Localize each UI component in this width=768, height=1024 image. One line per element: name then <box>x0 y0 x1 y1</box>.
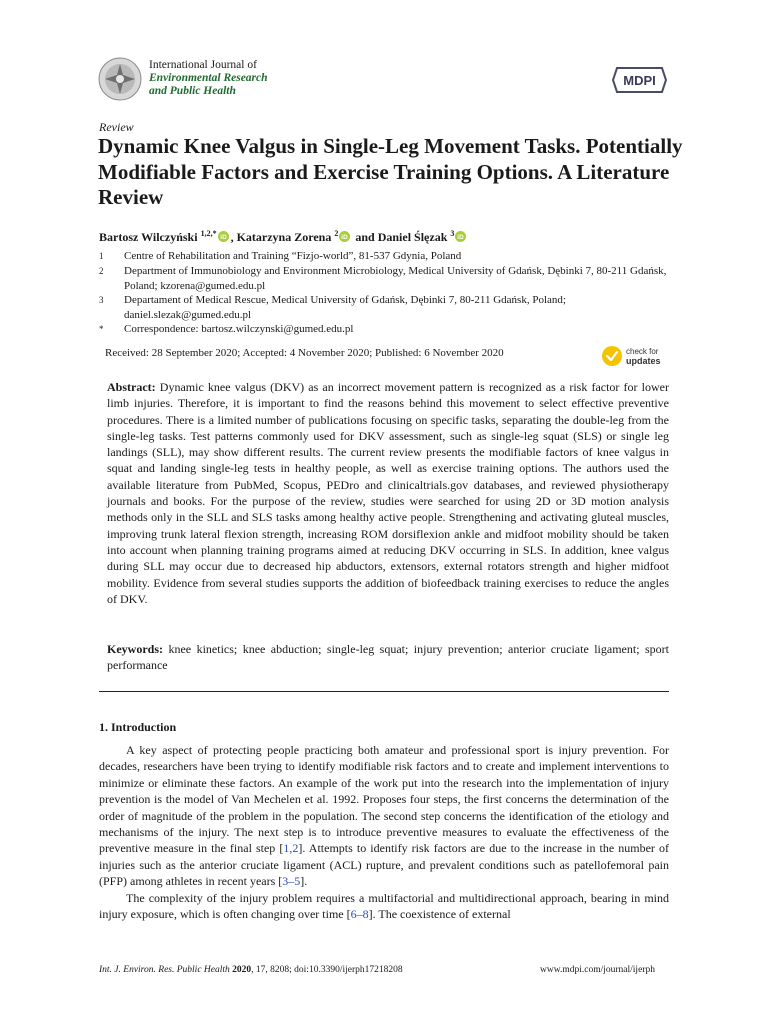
author-name[interactable]: Katarzyna Zorena <box>236 230 332 244</box>
affiliation-text: Centre of Rehabilitation and Training “Fizjo-world”, 81-537 Gdynia, Poland <box>124 250 462 262</box>
affiliation-text: Correspondence: bartosz.wilczynski@gumed.edu.pl <box>124 323 354 335</box>
svg-text:iD: iD <box>219 234 227 242</box>
section-heading: 1. Introduction <box>99 720 177 734</box>
journal-name-line2: Environmental Research <box>149 72 268 84</box>
paragraph: The complexity of the injury problem requires a multifactorial and multidirectional approach, bearing in mind injury exposure, which is often changing over time [6–8]. The coexistence of external <box>99 890 669 922</box>
author-affiliation-marks: 2 <box>334 229 339 238</box>
footer-journal: Int. J. Environ. Res. Public Health <box>99 965 230 975</box>
divider <box>99 691 669 692</box>
orcid-icon[interactable] <box>218 231 229 242</box>
author-separator: , <box>230 230 237 244</box>
keywords-label: Keywords: <box>107 642 163 656</box>
journal-name-line3: and Public Health <box>149 85 236 97</box>
keywords-text: knee kinetics; knee abduction; single-leg squat; injury prevention; anterior cruciate ligament; sport performance <box>107 642 670 673</box>
author-name[interactable]: Bartosz Wilczyński <box>99 230 198 244</box>
affiliation-marker: 1 <box>99 251 104 261</box>
affiliation-marker: 3 <box>99 295 104 305</box>
orcid-icon[interactable] <box>339 231 350 242</box>
footer-year: 2020 <box>232 965 252 975</box>
check-updates-line2: updates <box>626 356 661 366</box>
check-for-updates-badge[interactable] <box>601 344 671 368</box>
author-separator: and <box>352 230 378 244</box>
footer-url[interactable]: www.mdpi.com/journal/ijerph <box>540 965 655 975</box>
affiliation-text: Department of Immunobiology and Environment Microbiology, Medical University of Gdańsk, Dębinki 7, 80-211 Gdańsk, Poland; kzorena@gumed.edu.pl <box>124 265 667 292</box>
article-type: Review <box>99 120 134 134</box>
paragraph: A key aspect of protecting people practicing both amateur and professional sport is injury prevention. For decades, researchers have been trying to identify modifiable risk factors and to create and implement interventions to minimize or eliminate these factors. An example of the work put into the research into the implementation of injury prevention is the model of Van Mechelen et al. 1992. Proposes four steps, the first concerns the determination of the order of magnitude of the problem in the population. The second step concerns the identification of the etiology and mechanisms of the injury. The next step is to introduce preventive measures to evaluate the effectiveness of the preventive measure in the final step [1,2]. Attempts to identify risk factors are due to the increase in the number of injuries such as the anterior cruciate ligament (ACL) rupture, and prevalent conditions such as patellofemoral pain (PFP) among athletes in recent years [3–5]. <box>99 743 669 889</box>
citation-link[interactable]: 6–8 <box>350 907 369 922</box>
author-list <box>99 229 468 245</box>
affiliation-text: Departament of Medical Rescue, Medical University of Gdańsk, Dębinki 7, 80-211 Gdańsk, Poland; daniel.slezak@gumed.edu.pl <box>124 294 566 321</box>
journal-name-line1: International Journal of <box>149 59 257 71</box>
mdpi-logo-text: MDPI <box>623 73 656 88</box>
abstract-label: Abstract: <box>107 380 156 394</box>
author-affiliation-marks: 3 <box>450 229 455 238</box>
footer-volume-doi: , 17, 8208; doi:10.3390/ijerph17218208 <box>251 965 403 975</box>
journal-name <box>149 59 268 98</box>
keywords <box>107 641 669 674</box>
svg-text:iD: iD <box>341 234 349 242</box>
journal-logo <box>98 57 142 101</box>
article-title: Dynamic Knee Valgus in Single-Leg Movement Tasks. Potentially Modifiable Factors and Exercise Training Options. A Literature Review <box>98 134 683 209</box>
check-updates-line1: check for <box>626 347 659 356</box>
affiliation-marker: * <box>99 324 104 334</box>
orcid-icon[interactable] <box>455 231 466 242</box>
footer-citation <box>99 965 403 975</box>
abstract-text: Dynamic knee valgus (DKV) as an incorrect movement pattern is recognized as a risk factor for lower limb injuries. Therefore, it is important to find the reasons behind this movement to select effective preventive procedures. There is a limited number of publications focusing on specific tasks, separating the double-leg from the single-leg tasks. Test patterns commonly used for DKV assessment, such as single-leg squat (SLS) or single leg landings (SLL), may show different results. The current review presents the modifiable factors of knee valgus in squat and landing single-leg tests in healthy people, as well as exercise training options. The authors used the available literature from PubMed, Scopus, PEDro and clinicaltrials.gov databases, and reviewed physiotherapy journals and books. For the purpose of the review, studies were searched for using 2D or 3D motion analysis methods only in the SLL and SLS tasks among healthy active people. Strengthening and activating gluteal muscles, improving trunk lateral flexion strength, increasing ROM dorsiflexion ankle and midfoot mobility should be taken into account when planning training programs aimed at reducing DKV occurring in SLS. In addition, knee valgus during SLL may occur due to decreased hip abductors, extensors, external rotators strength and higher midfoot mobility. Evidence from several studies supports the addition of biofeedback training exercises to reduce the angles of DKV. <box>107 380 670 606</box>
mdpi-logo <box>611 66 668 94</box>
affiliation-marker: 2 <box>99 266 104 276</box>
author-name[interactable]: Daniel Ślęzak <box>377 230 448 244</box>
publication-dates: Received: 28 September 2020; Accepted: 4 November 2020; Published: 6 November 2020 <box>105 347 504 359</box>
svg-text:iD: iD <box>457 234 465 242</box>
section-body <box>99 742 669 922</box>
abstract <box>107 379 669 607</box>
author-affiliation-marks: 1,2,* <box>200 229 217 238</box>
citation-link[interactable]: 1,2 <box>283 841 299 856</box>
citation-link[interactable]: 3–5 <box>282 874 301 889</box>
